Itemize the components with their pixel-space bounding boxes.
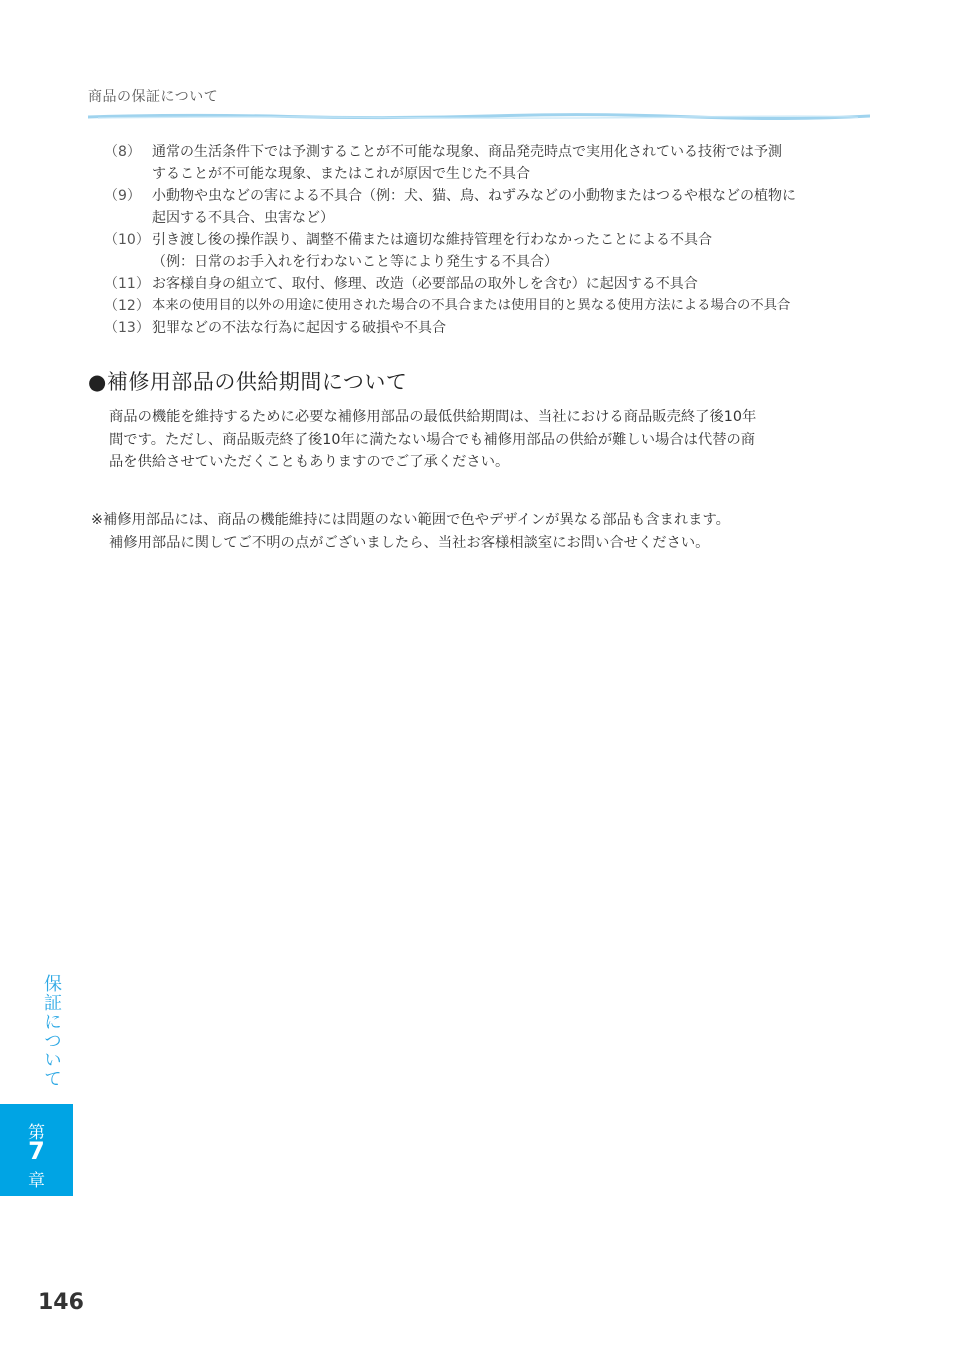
header-title: 商品の保証について	[88, 89, 219, 105]
item-number: （9）	[104, 188, 141, 204]
item-text	[152, 317, 876, 339]
list-item	[104, 295, 876, 317]
item-number: （10）	[104, 232, 150, 248]
item-text	[152, 185, 876, 229]
item-line: （例：日常のお手入れを行わないこと等により発生する不具合）	[152, 254, 558, 270]
section-heading: ●補修用部品の供給期間について	[88, 370, 408, 394]
item-number: （8）	[104, 144, 141, 160]
list-item	[104, 185, 876, 229]
item-number: （13）	[104, 320, 150, 336]
item-number: （12）	[104, 298, 150, 314]
body-line: 間です。ただし、商品販売終了後10年に満たない場合でも補修用部品の供給が難しい場合は代替の商	[109, 431, 756, 448]
side-section-label: 保証について	[41, 974, 62, 1088]
chapter-suffix: 章	[28, 1171, 45, 1191]
item-text	[152, 273, 876, 295]
list-item	[104, 273, 876, 295]
page-number: 146	[38, 1290, 84, 1315]
item-line: 引き渡し後の操作誤り、調整不備または適切な維持管理を行わなかったことによる不具合	[152, 232, 712, 248]
list-item	[104, 229, 876, 273]
chapter-prefix: 第	[28, 1123, 45, 1143]
exclusion-list	[104, 141, 876, 339]
item-line: 通常の生活条件下では予測することが不可能な現象、商品発売時点で実用化されている技術では予測	[152, 144, 782, 160]
chapter-tab	[0, 1104, 73, 1196]
item-text	[152, 295, 876, 317]
item-line: することが不可能な現象、またはこれが原因で生じた不具合	[152, 166, 530, 182]
footnote	[91, 509, 881, 555]
header-rule	[88, 113, 870, 120]
list-item	[104, 317, 876, 339]
section-body	[109, 406, 869, 474]
item-line: 犯罪などの不法な行為に起因する破損や不具合	[152, 320, 446, 336]
list-item	[104, 141, 876, 185]
item-line: お客様自身の組立て、取付、修理、改造（必要部品の取外しを含む）に起因する不具合	[152, 276, 698, 292]
note-line: 補修用部品に関してご不明の点がございましたら、当社お客様相談室にお問い合せください。	[109, 535, 710, 551]
item-line: 小動物や虫などの害による不具合（例：犬、猫、鳥、ねずみなどの小動物またはつるや根などの植物に	[152, 188, 796, 204]
item-text	[152, 141, 876, 185]
item-text	[152, 229, 876, 273]
body-line: 品を供給させていただくこともありますのでご了承ください。	[109, 454, 510, 470]
body-line: 商品の機能を維持するために必要な補修用部品の最低供給期間は、当社における商品販売終了後10年	[109, 409, 757, 425]
item-line: 本来の使用目的以外の用途に使用された場合の不具合または使用目的と異なる使用方法による場合の不具合	[152, 298, 791, 313]
note-line: ※補修用部品には、商品の機能維持には問題のない範囲で色やデザインが異なる部品も含まれます。	[91, 512, 730, 528]
item-number: （11）	[104, 276, 150, 292]
item-line: 起因する不具合、虫害など）	[152, 210, 334, 226]
chapter-number: 7	[28, 1137, 45, 1165]
